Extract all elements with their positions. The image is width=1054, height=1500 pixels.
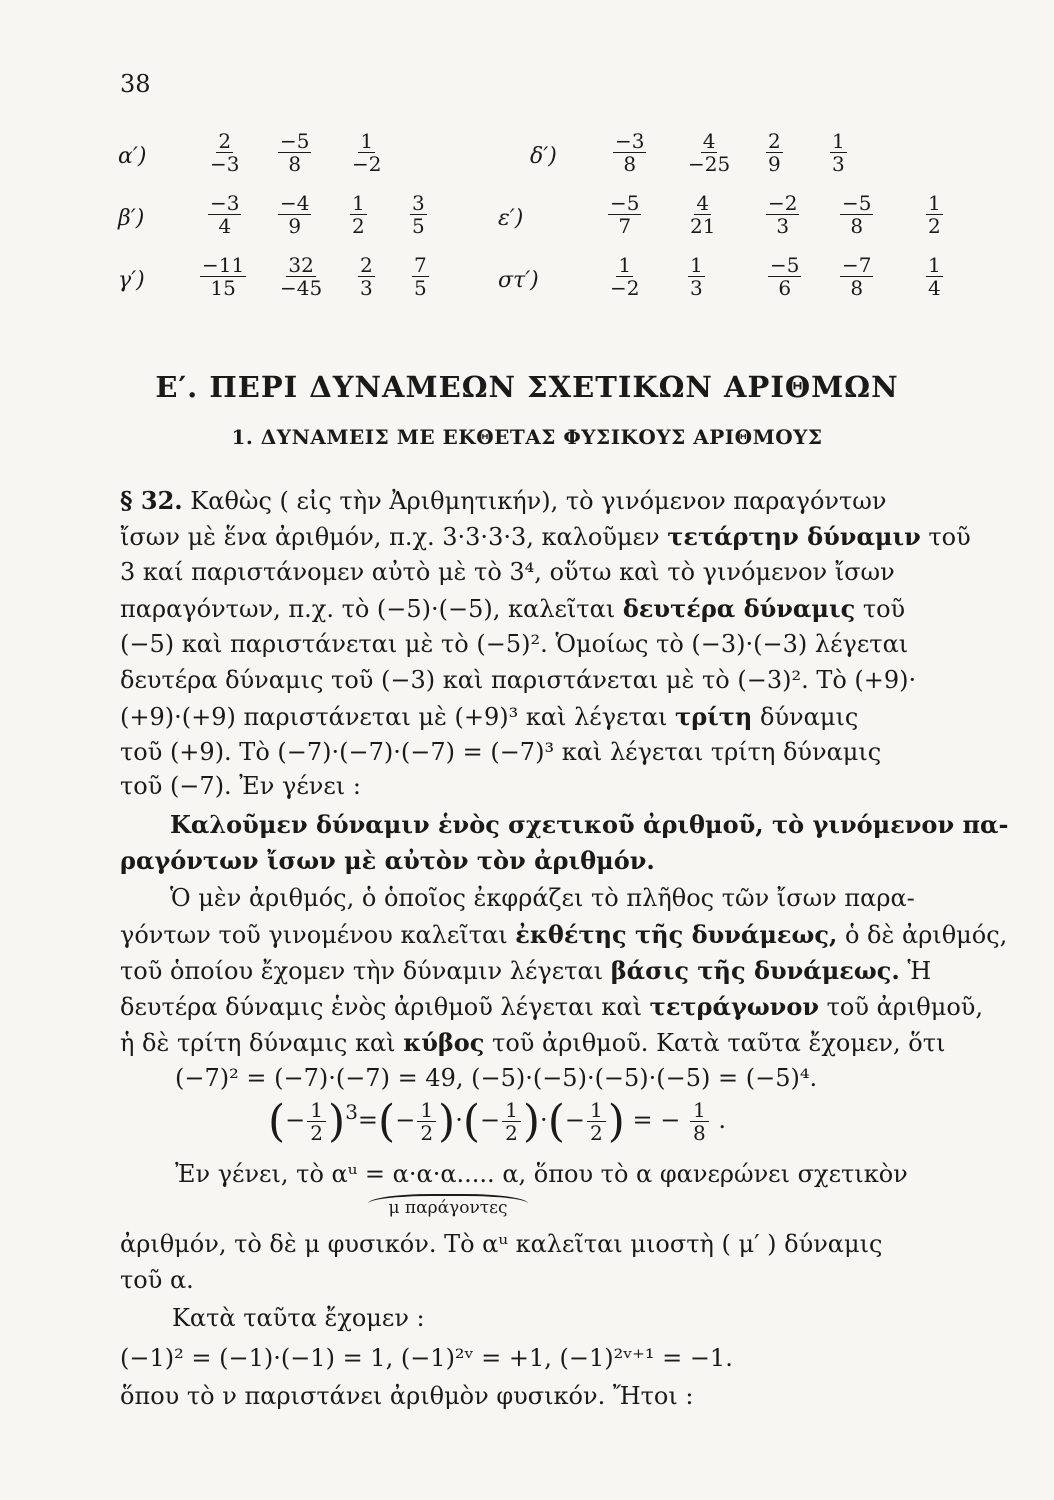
equation-minus-one: (−1)² = (−1)·(−1) = 1, (−1)²ᵛ = +1, (−1)²ᵛ⁺¹ = −1. bbox=[120, 1344, 733, 1372]
text-line: γόντων τοῦ γινομένου καλεῖται ἐκθέτης τῆς δυνάμεως, ὁ δὲ ἀριθμός, bbox=[120, 920, 1008, 949]
fraction: $\frac{2}{3}$ bbox=[360, 253, 373, 300]
exercise-label: ε′) bbox=[498, 206, 524, 231]
fraction: $\frac{1}{3}$ bbox=[690, 253, 703, 300]
fraction: $\frac{-7}{8}$ bbox=[842, 253, 872, 300]
text-line: 3 καί παριστάνομεν αὐτὸ μὲ τὸ 3⁴, οὕτω καὶ τὸ γινόμενον ἴσων bbox=[120, 558, 895, 586]
text-line: Ὁ μὲν ἀριθμός, ὁ ὁποῖος ἐκφράζει τὸ πλῆθος τῶν ἴσων παρα- bbox=[170, 884, 915, 912]
text-line: τοῦ ὁποίου ἔχομεν τὴν δύναμιν λέγεται βάσις τῆς δυνάμεως. Ἡ bbox=[120, 956, 932, 985]
text-line: τοῦ α. bbox=[120, 1266, 194, 1294]
text-line: τοῦ (−7). Ἐν γένει : bbox=[120, 772, 361, 800]
exercise-label: α′) bbox=[118, 144, 147, 169]
fraction: $\frac{-5}{8}$ bbox=[280, 129, 310, 176]
definition-line: ραγόντων ἴσων μὲ αὐτὸν τὸν ἀριθμόν. bbox=[120, 846, 655, 875]
exercise-label: δ′) bbox=[530, 144, 557, 169]
text-line: Κατὰ ταῦτα ἔχομεν : bbox=[172, 1304, 425, 1332]
equation-powers: (−7)² = (−7)·(−7) = 49, (−5)·(−5)·(−5)·(−5) = (−5)⁴. bbox=[175, 1064, 818, 1092]
fraction: $\frac{-5}{6}$ bbox=[770, 253, 800, 300]
fraction: $\frac{7}{5}$ bbox=[414, 253, 427, 300]
fraction: $\frac{-5}{8}$ bbox=[842, 191, 872, 238]
fraction: $\frac{2}{9}$ bbox=[768, 129, 781, 176]
text-line: δευτέρα δύναμις τοῦ (−3) καὶ παριστάνεται μὲ τὸ (−3)². Τὸ (+9)· bbox=[120, 666, 917, 694]
underbrace-label: μ παράγοντες bbox=[368, 1194, 528, 1218]
text-line: ἀριθμόν, τὸ δὲ μ φυσικόν. Τὸ αᵘ καλεῖται μιοστὴ ( μ′ ) δύναμις bbox=[120, 1230, 883, 1258]
fraction: $\frac{-5}{7}$ bbox=[610, 191, 640, 238]
text-line: (+9)·(+9) παριστάνεται μὲ (+9)³ καὶ λέγεται τρίτη δύναμις bbox=[120, 702, 859, 731]
fraction: $\frac{-2}{3}$ bbox=[768, 191, 798, 238]
section-title: 1. ΔΥΝΑΜΕΙΣ ΜΕ ΕΚΘΕΤΑΣ ΦΥΣΙΚΟΥΣ ΑΡΙΘΜΟΥΣ bbox=[231, 425, 823, 449]
fraction: $\frac{1}{3}$ bbox=[832, 129, 845, 176]
text-line: ἡ δὲ τρίτη δύναμις καὶ κύβος τοῦ ἀριθμοῦ. Κατὰ ταῦτα ἔχομεν, ὅτι bbox=[120, 1028, 946, 1057]
text-line: παραγόντων, π.χ. τὸ (−5)·(−5), καλεῖται δευτέρα δύναμις τοῦ bbox=[120, 594, 906, 623]
text-line: § 32. Καθὼς ( εἰς τὴν Ἀριθμητικήν), τὸ γινόμενον παραγόντων bbox=[120, 486, 887, 515]
text-line: τοῦ (+9). Τὸ (−7)·(−7)·(−7) = (−7)³ καὶ λέγεται τρίτη δύναμις bbox=[120, 738, 882, 766]
chapter-title: Ε′. ΠΕΡΙ ΔΥΝΑΜΕΩΝ ΣΧΕΤΙΚΩΝ ΑΡΙΘΜΩΝ bbox=[155, 370, 899, 404]
fraction: $\frac{1}{2}$ bbox=[928, 191, 941, 238]
equation-half-cubed: (− $\frac{1}{2}$ )$^3$=(− $\frac{1}{2}$ )·(− $\frac{1}{2}$ )·(− $\frac{1}{2}$ ) = − $\frac{1}{8}$ . bbox=[268, 1096, 727, 1147]
fraction: $\frac{1}{-2}$ bbox=[610, 253, 640, 300]
page-number: 38 bbox=[120, 70, 151, 98]
text-line: (−5) καὶ παριστάνεται μὲ τὸ (−5)². Ὁμοίως τὸ (−3)·(−3) λέγεται bbox=[120, 630, 909, 658]
fraction: $\frac{-3}{8}$ bbox=[615, 129, 645, 176]
exercise-label: στ′) bbox=[498, 268, 539, 293]
fraction: $\frac{4}{-25}$ bbox=[688, 129, 731, 176]
text-line: ὅπου τὸ ν παριστάνει ἀριθμὸν φυσικόν. Ἤτοι : bbox=[120, 1382, 694, 1410]
text-line: δευτέρα δύναμις ἑνὸς ἀριθμοῦ λέγεται καὶ τετράγωνον τοῦ ἀριθμοῦ, bbox=[120, 992, 984, 1021]
text-line: Ἐν γένει, τὸ αᵘ = α·α·α..... α, ὅπου τὸ α φανερώνει σχετικὸν bbox=[175, 1160, 908, 1188]
text-line: ἴσων μὲ ἕνα ἀριθμόν, π.χ. 3·3·3·3, καλοῦμεν τετάρτην δύναμιν τοῦ bbox=[120, 522, 971, 551]
fraction: $\frac{-4}{9}$ bbox=[280, 191, 310, 238]
fraction: $\frac{3}{5}$ bbox=[412, 191, 425, 238]
exercise-label: γ′) bbox=[118, 268, 145, 293]
fraction: $\frac{1}{4}$ bbox=[928, 253, 941, 300]
definition-line: Καλοῦμεν δύναμιν ἑνὸς σχετικοῦ ἀριθμοῦ, τὸ γινόμενον πα- bbox=[170, 810, 1009, 839]
fraction: $\frac{32}{-45}$ bbox=[280, 253, 323, 300]
exercise-label: β′) bbox=[118, 206, 145, 231]
fraction: $\frac{-11}{15}$ bbox=[202, 253, 245, 300]
fraction: $\frac{4}{21}$ bbox=[690, 191, 716, 238]
fraction: $\frac{2}{-3}$ bbox=[210, 129, 240, 176]
fraction: $\frac{1}{-2}$ bbox=[352, 129, 382, 176]
fraction: $\frac{1}{2}$ bbox=[352, 191, 365, 238]
fraction: $\frac{-3}{4}$ bbox=[210, 191, 240, 238]
